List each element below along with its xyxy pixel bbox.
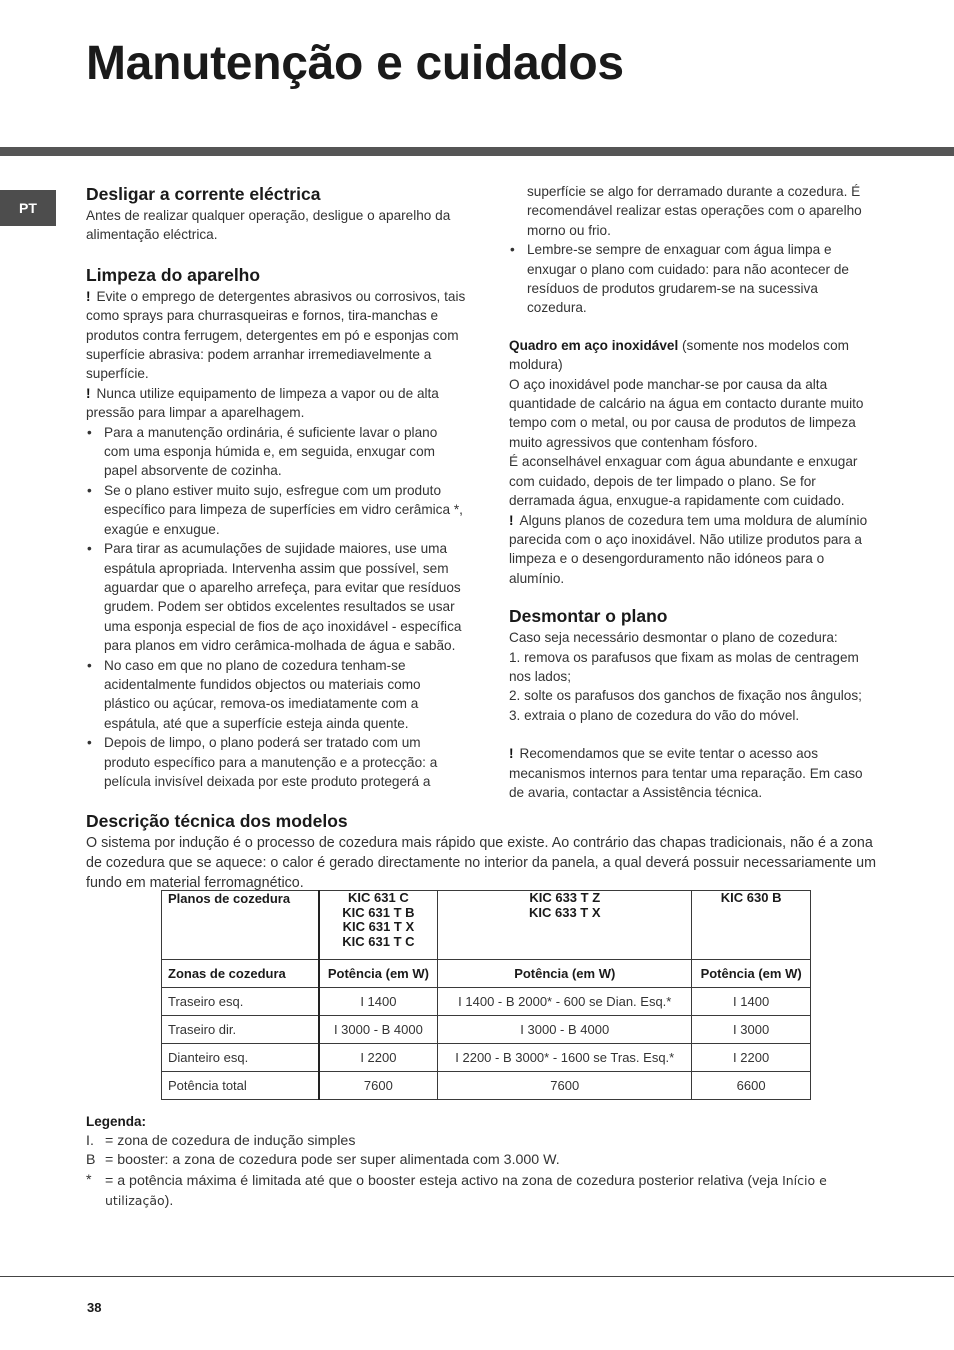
list-item: • Para a manutenção ordinária, é suficiente lavar o plano com uma esponja húmida e, em seguida, enxugar com papel absorvente de cozinha. bbox=[86, 423, 466, 481]
cleaning-continued-text: superfície se algo for derramado durante a cozedura. É recomendável realizar estas operações com o aparelho morno ou frio. bbox=[527, 184, 862, 238]
inox-note: (somente nos modelos com moldura) bbox=[509, 337, 849, 373]
inox-heading bbox=[509, 336, 881, 375]
table-header-cell: Zonas de cozedura bbox=[162, 960, 319, 988]
table-header-cell: KIC 633 T Z KIC 633 T X bbox=[438, 891, 692, 960]
table-cell: I 3000 - B 4000 bbox=[438, 1016, 692, 1044]
table-cell: I 1400 - B 2000* - 600 se Dian. Esq.* bbox=[438, 988, 692, 1016]
page-number: 38 bbox=[87, 1300, 102, 1315]
table-row bbox=[162, 1072, 811, 1100]
table-header-cell: Planos de cozedura bbox=[162, 891, 319, 960]
inox-paragraph-1: O aço inoxidável pode manchar-se por causa da alta quantidade de calcário na água em contacto durante muito tempo com o metal, ou por causa de produtos de limpeza muito agressivos que contenham fósforo. bbox=[509, 376, 864, 450]
disconnect-text: Antes de realizar qualquer operação, desligue o aparelho da alimentação eléctrica. bbox=[86, 208, 451, 243]
list-item: • No caso em que no plano de cozedura tenham-se acidentalmente fundidos objectos ou materiais como plástico ou açúcar, remova-os imediatamente com a espátula, até que a superfície esteja ainda quente. bbox=[86, 656, 466, 734]
table-header-cell: Potência (em W) bbox=[692, 960, 811, 988]
warning-icon: ! bbox=[509, 746, 514, 762]
list-item: • Lembre-se sempre de enxaguar com água limpa e enxugar o plano com cuidado: para não acontecer de resíduos de produtos grudarem-se na sucessiva cozedura. bbox=[509, 240, 881, 318]
table-cell: I 3000 - B 4000 bbox=[319, 1016, 438, 1044]
dismount-warning: ! Recomendamos que se evite tentar o acesso aos mecanismos internos para tentar uma reparação. Em caso de avaria, contactar a Assistência técnica. bbox=[509, 746, 863, 800]
table-header-row bbox=[162, 891, 811, 960]
table-cell: Potência total bbox=[162, 1072, 319, 1100]
table-cell: I 2200 - B 3000* - 1600 se Tras. Esq.* bbox=[438, 1044, 692, 1072]
warning-icon: ! bbox=[86, 288, 91, 304]
section-title-description: Descrição técnica dos modelos bbox=[86, 811, 348, 831]
section-title-disconnect: Desligar a corrente eléctrica bbox=[86, 184, 321, 204]
table-header-cell: KIC 630 B bbox=[692, 891, 811, 960]
page-title: Manutenção e cuidados bbox=[86, 37, 624, 90]
legend-title: Legenda: bbox=[86, 1114, 147, 1129]
language-tab: PT bbox=[0, 190, 56, 226]
table-cell: Dianteiro esq. bbox=[162, 1044, 319, 1072]
table-subheader-row bbox=[162, 960, 811, 988]
warning-icon: ! bbox=[86, 385, 91, 401]
specs-table bbox=[161, 890, 811, 1100]
table-cell: 7600 bbox=[319, 1072, 438, 1100]
table-cell: 7600 bbox=[438, 1072, 692, 1100]
table-cell: Traseiro dir. bbox=[162, 1016, 319, 1044]
legend bbox=[86, 1112, 896, 1212]
list-item: • Depois de limpo, o plano poderá ser tratado com um produto específico para a manutenção e a protecção: a película invisível deixada por este produto protegerá a bbox=[86, 733, 466, 791]
table-row bbox=[162, 988, 811, 1016]
legend-item: B = booster: a zona de cozedura pode ser super alimentada com 3.000 W. bbox=[86, 1152, 560, 1168]
cleaning-warning-2: ! Nunca utilize equipamento de limpeza a vapor ou de alta pressão para limpar a aparelhagem. bbox=[86, 385, 439, 421]
table-cell: 6600 bbox=[692, 1072, 811, 1100]
table-cell: I 3000 bbox=[692, 1016, 811, 1044]
table-header-cell: Potência (em W) bbox=[319, 960, 438, 988]
left-column bbox=[86, 182, 466, 791]
dismount-intro: Caso seja necessário desmontar o plano de cozedura: bbox=[509, 630, 838, 646]
dismount-step: 3. extraia o plano de cozedura do vão do móvel. bbox=[509, 707, 800, 723]
inox-warning: ! Alguns planos de cozedura tem uma moldura de alumínio parecida com o aço inoxidável. Não utilize produtos para a limpeza e o desengorduramento não idóneos para o alumínio. bbox=[509, 512, 868, 586]
dismount-step: 1. remova os parafusos que fixam as molas de centragem nos lados; bbox=[509, 649, 859, 684]
list-item: • Para tirar as acumulações de sujidade maiores, use uma espátula apropriada. Intervenha assim que possível, sem aguardar que o aparelho arrefeça, para evitar que resíduos grudem. Podem ser obtidos excelentes resultados se usar uma esponja especial de fios de aço inoxidável - específica para planos em vidro cerâmica-molhada de água e sabão. bbox=[86, 539, 466, 655]
section-title-cleaning: Limpeza do aparelho bbox=[86, 264, 261, 285]
legend-reference: Início e utilização bbox=[105, 1172, 827, 1208]
right-column bbox=[509, 182, 881, 802]
rinse-list bbox=[509, 240, 881, 318]
cleaning-warning-1: ! Evite o emprego de detergentes abrasivos ou corrosivos, tais como sprays para churrasqueiras e fornos, tira-manchas e produtos contra ferrugem, detergentes em pó e esponjas com superfície abrasiva: podem arranhar irremediavelmente a superfície. bbox=[86, 288, 466, 382]
dismount-step: 2. solte os parafusos dos ganchos de fixação nos ângulos; bbox=[509, 688, 862, 704]
legend-item: I. = zona de cozedura de indução simples bbox=[86, 1132, 356, 1149]
table-cell: Traseiro esq. bbox=[162, 988, 319, 1016]
table-cell: I 2200 bbox=[692, 1044, 811, 1072]
description-text: O sistema por indução é o processo de cozedura mais rápido que existe. Ao contrário das chapas tradicionais, não é a zona de cozedura que se aquece: o calor é gerado directamente no interior da panela, a qual deverá possuir necessariamente um fundo em material ferromagnético. bbox=[86, 835, 877, 891]
header-rule bbox=[0, 147, 954, 156]
inox-paragraph-2: É aconselhável enxaguar com água abundante e enxugar com cuidado, depois de ter limpado o plano. Se for derramada água, enxugue-a rapidamente com cuidado. bbox=[509, 454, 858, 509]
table-cell: I 1400 bbox=[319, 988, 438, 1016]
technical-description bbox=[86, 809, 886, 893]
cleaning-list bbox=[86, 423, 466, 792]
section-title-dismount: Desmontar o plano bbox=[509, 606, 668, 627]
table-row bbox=[162, 1044, 811, 1072]
legend-item: * = a potência máxima é limitada até que o booster esteja activo na zona de cozedura posterior relativa (veja Início e utilização). bbox=[86, 1171, 827, 1209]
inox-title: Quadro em aço inoxidável bbox=[509, 337, 679, 353]
table-header-cell: KIC 631 C KIC 631 T B KIC 631 T X KIC 631 T C bbox=[319, 891, 438, 960]
list-item: • Se o plano estiver muito sujo, esfregue com um produto específico para limpeza de superfícies em vidro cerâmica *, exagúe e enxugue. bbox=[86, 481, 466, 539]
table-cell: I 1400 bbox=[692, 988, 811, 1016]
footer-rule bbox=[0, 1276, 954, 1277]
table-header-cell: Potência (em W) bbox=[438, 960, 692, 988]
table-cell: I 2200 bbox=[319, 1044, 438, 1072]
table-row bbox=[162, 1016, 811, 1044]
warning-icon: ! bbox=[509, 512, 514, 528]
